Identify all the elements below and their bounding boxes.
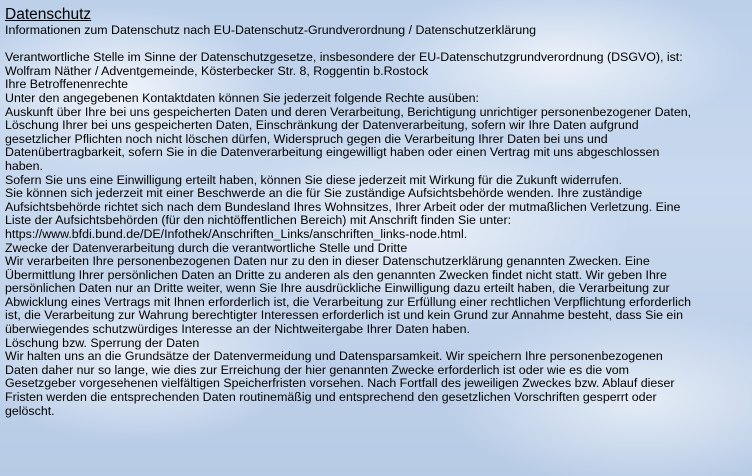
text-line: gelöscht. xyxy=(5,403,55,418)
text-line: überwiegendes schutzwürdiges Interesse an der Nichtweitergabe Ihrer Daten haben. xyxy=(5,322,470,337)
text-line: gesetzlicher Pflichten noch nicht löschen dürfen, Widerspruch gegen die Verarbeitung Ihrer Daten bei uns und xyxy=(5,131,608,146)
text-line: Wir verarbeiten Ihre personenbezogenen Daten nur zu den in dieser Datenschutzerklärung genannten Zwecken. Eine xyxy=(5,254,650,269)
text-line: Fristen werden die entsprechenden Daten routinemäßig und entsprechend den gesetzlichen Vorschriften gesperrt oder xyxy=(5,390,657,405)
paragraph-spacer xyxy=(5,38,749,52)
privacy-page xyxy=(5,6,749,418)
text-line: Gesetzgeber vorgesehenen vielfältigen Speicherfristen vorsehen. Nach Fortfall des jeweiligen Zweckes bzw. Ablauf dieser xyxy=(5,376,675,391)
text-line: Daten daher nur so lange, wie dies zur Erreichung der hier genannten Zwecke erforderlich ist oder wie es die vom xyxy=(5,362,629,377)
text-line: Sofern Sie uns eine Einwilligung erteilt haben, können Sie diese jederzeit mit Wirkung für die Zukunft widerrufen. xyxy=(5,172,623,187)
text-line: haben. xyxy=(5,158,43,173)
text-line: Löschung Ihrer bei uns gespeicherten Daten, Einschränkung der Datenverarbeitung, sofern wir Ihre Daten aufgrund xyxy=(5,118,639,133)
section-heading-purposes: Zwecke der Datenverarbeitung durch die verantwortliche Stelle und Dritte xyxy=(5,240,408,255)
text-line: Unter den angegebenen Kontaktdaten können Sie jederzeit folgende Rechte ausüben: xyxy=(5,90,479,105)
text-line: Verantwortliche Stelle im Sinne der Datenschutzgesetze, insbesondere der EU-Datenschutzgrundverordnung (DSGVO), ist: xyxy=(5,50,683,65)
text-line: Aufsichtsbehörde richtet sich nach dem Bundesland Ihres Wohnsitzes, Ihrer Arbeit oder der mutmaßlichen Verletzung. Eine xyxy=(5,199,681,214)
page-title: Datenschutz xyxy=(5,6,92,23)
section-heading-rights: Ihre Betroffenenrechte xyxy=(5,77,129,92)
text-line: Wolfram Näther / Adventgemeinde, Kösterbecker Str. 8, Roggentin b.Rostock xyxy=(5,63,429,78)
text-line: Abwicklung eines Vertrags mit Ihnen erforderlich ist, die Verarbeitung zur Erfüllung einer rechtlichen Verpflichtung erforderlich xyxy=(5,294,691,309)
authority-list-url: https://www.bfdi.bund.de/DE/Infothek/Anschriften_Links/anschriften_links-node.html. xyxy=(5,226,468,241)
text-line: persönlichen Daten nur an Dritte weiter, wenn Sie Ihre ausdrückliche Einwilligung dazu erteilt haben, die Verarbeitung zur xyxy=(5,281,670,296)
text-line: Wir halten uns an die Grundsätze der Datenvermeidung und Datensparsamkeit. Wir speichern Ihre personenbezogenen xyxy=(5,349,663,364)
text-line: Datenübertragbarkeit, sofern Sie in die Datenverarbeitung eingewilligt haben oder einen Vertrag mit uns abgeschlossen xyxy=(5,145,660,160)
text-line: Sie können sich jederzeit mit einer Beschwerde an die für Sie zuständige Aufsichtsbehörde wenden. Ihre zuständige xyxy=(5,186,643,201)
text-line: Übermittlung Ihrer persönlichen Daten an Dritte zu anderen als den genannten Zwecken findet nicht statt. Wir geben Ihre xyxy=(5,267,667,282)
privacy-text-body xyxy=(5,51,749,418)
intro-line: Informationen zum Datenschutz nach EU-Datenschutz-Grundverordnung / Datenschutzerklärung xyxy=(5,23,537,37)
section-heading-deletion: Löschung bzw. Sperrung der Daten xyxy=(5,335,200,350)
text-line: Auskunft über Ihre bei uns gespeicherten Daten und deren Verarbeitung, Berichtigung unrichtiger personenbezogener Daten, xyxy=(5,104,692,119)
text-line: ist, die Verarbeitung zur Wahrung berechtigter Interessen erforderlich ist und kein Grund zur Annahme besteht, dass Sie ein xyxy=(5,308,683,323)
text-line: Liste der Aufsichtsbehörden (für den nichtöffentlichen Bereich) mit Anschrift finden Sie unter: xyxy=(5,213,512,228)
